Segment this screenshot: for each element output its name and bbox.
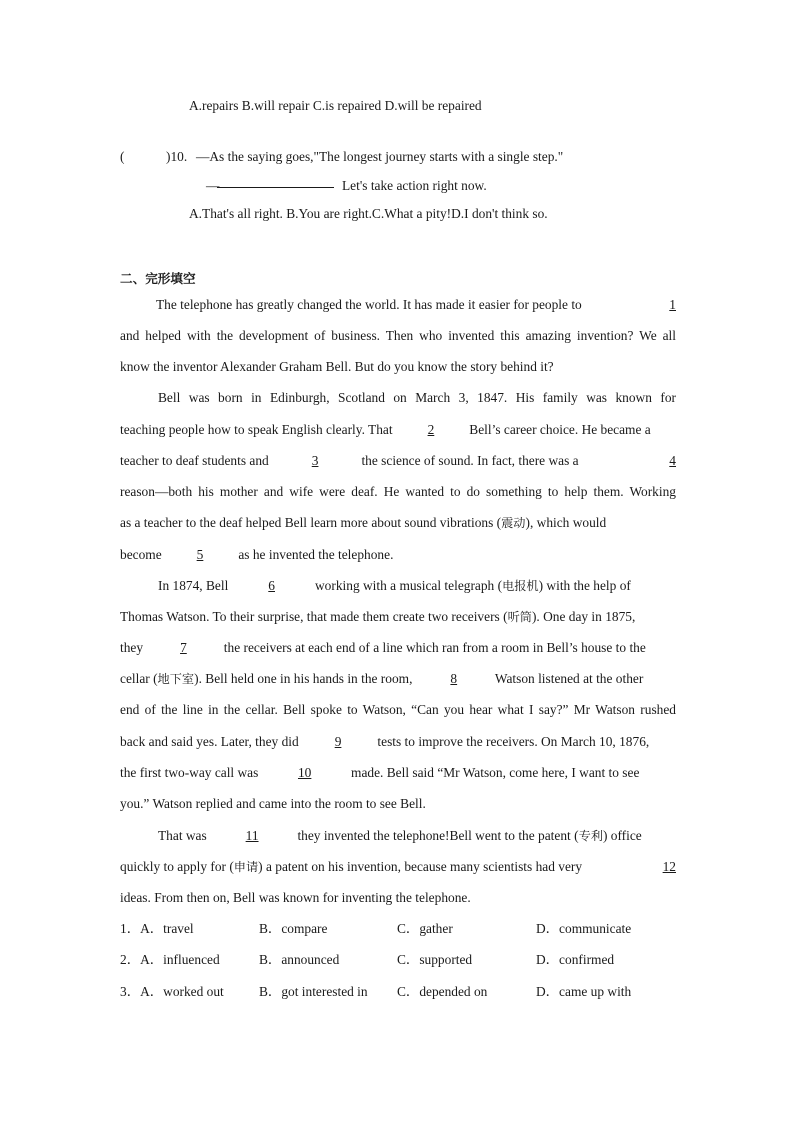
- blank-7[interactable]: 7: [180, 640, 187, 655]
- q10-paren-open: (: [120, 149, 125, 164]
- blank-4[interactable]: 4: [669, 453, 676, 468]
- q10-dash: —: [206, 178, 220, 193]
- passage-text: The telephone has greatly changed the world. It has made it easier for people to: [156, 297, 582, 312]
- passage-line: cellar (地下室). Bell held one in his hands in the room, 8 Watson listened at the other: [120, 671, 644, 686]
- option-a[interactable]: 1．A．travel: [120, 921, 194, 936]
- blank-11[interactable]: 11: [245, 828, 259, 843]
- passage-line: [120, 296, 676, 314]
- passage-line: they 7 the receivers at each end of a line which ran from a room in Bell’s house to the: [120, 640, 646, 655]
- option-a[interactable]: 2．A．influenced: [120, 952, 220, 967]
- option-d[interactable]: D．confirmed: [536, 952, 615, 967]
- option-b[interactable]: B．announced: [259, 952, 340, 967]
- q10-reply: Let's take action right now.: [342, 178, 487, 193]
- blank-2[interactable]: 2: [427, 422, 435, 437]
- passage-line: That was 11 they invented the telephone!Bell went to the patent (专利) office: [158, 828, 642, 843]
- passage-line: teaching people how to speak English clearly. That 2 Bell’s career choice. He became a: [120, 422, 651, 437]
- section-heading: 二、完形填空: [120, 271, 196, 286]
- option-b[interactable]: B．compare: [259, 921, 328, 936]
- q10-number: )10.: [166, 149, 188, 164]
- passage-line: Bell was born in Edinburgh, Scotland on March 3, 1847. His family was known for: [158, 390, 676, 405]
- q10-question: —As the saying goes,"The longest journey starts with a single step.": [196, 149, 564, 164]
- q10-answer-blank[interactable]: [217, 187, 334, 188]
- passage-line: reason—both his mother and wife were deaf. He wanted to do something to help them. Working: [120, 484, 676, 499]
- blank-8[interactable]: 8: [450, 671, 458, 686]
- q10-options: A.That's all right. B.You are right.C.What a pity!D.I don't think so.: [189, 206, 548, 221]
- blank-10[interactable]: 10: [297, 765, 312, 780]
- passage-line: teacher to deaf students and 3 the science of sound. In fact, there was a 4: [120, 453, 676, 468]
- blank-9[interactable]: 9: [334, 734, 342, 749]
- option-d[interactable]: D．came up with: [536, 984, 632, 999]
- passage-line: back and said yes. Later, they did 9 tests to improve the receivers. On March 10, 1876,: [120, 734, 650, 749]
- passage-line: quickly to apply for (申请) a patent on his invention, because many scientists had very 12: [120, 859, 676, 874]
- blank-3[interactable]: 3: [311, 453, 319, 468]
- passage-line: as a teacher to the deaf helped Bell learn more about sound vibrations (震动), which would: [120, 515, 607, 530]
- passage-line: the first two-way call was 10 made. Bell said “Mr Watson, come here, I want to see: [120, 765, 640, 780]
- passage-line: Thomas Watson. To their surprise, that made them create two receivers (听筒). One day in 1875,: [120, 609, 636, 624]
- passage-line: end of the line in the cellar. Bell spoke to Watson, “Can you hear what I say?” Mr Watson rushed: [120, 702, 676, 717]
- option-c[interactable]: C．supported: [397, 952, 473, 967]
- option-d[interactable]: D．communicate: [536, 921, 632, 936]
- option-c[interactable]: C．gather: [397, 921, 453, 936]
- blank-5[interactable]: 5: [196, 547, 204, 562]
- passage-line: and helped with the development of business. Then who invented this amazing invention? We all: [120, 328, 676, 343]
- q9-options: A.repairs B.will repair C.is repaired D.will be repaired: [189, 98, 482, 113]
- passage-line: become 5 as he invented the telephone.: [120, 547, 394, 562]
- passage-line: you.” Watson replied and came into the room to see Bell.: [120, 796, 426, 811]
- option-c[interactable]: C．depended on: [397, 984, 488, 999]
- option-b[interactable]: B．got interested in: [259, 984, 368, 999]
- passage-line: ideas. From then on, Bell was known for inventing the telephone.: [120, 890, 471, 905]
- passage-line: know the inventor Alexander Graham Bell. But do you know the story behind it?: [120, 359, 554, 374]
- option-a[interactable]: 3．A．worked out: [120, 984, 224, 999]
- blank-12[interactable]: 12: [662, 859, 676, 874]
- blank-1[interactable]: 1: [669, 297, 676, 312]
- blank-6[interactable]: 6: [268, 578, 275, 593]
- passage-line: In 1874, Bell 6 working with a musical telegraph (电报机) with the help of: [158, 578, 631, 593]
